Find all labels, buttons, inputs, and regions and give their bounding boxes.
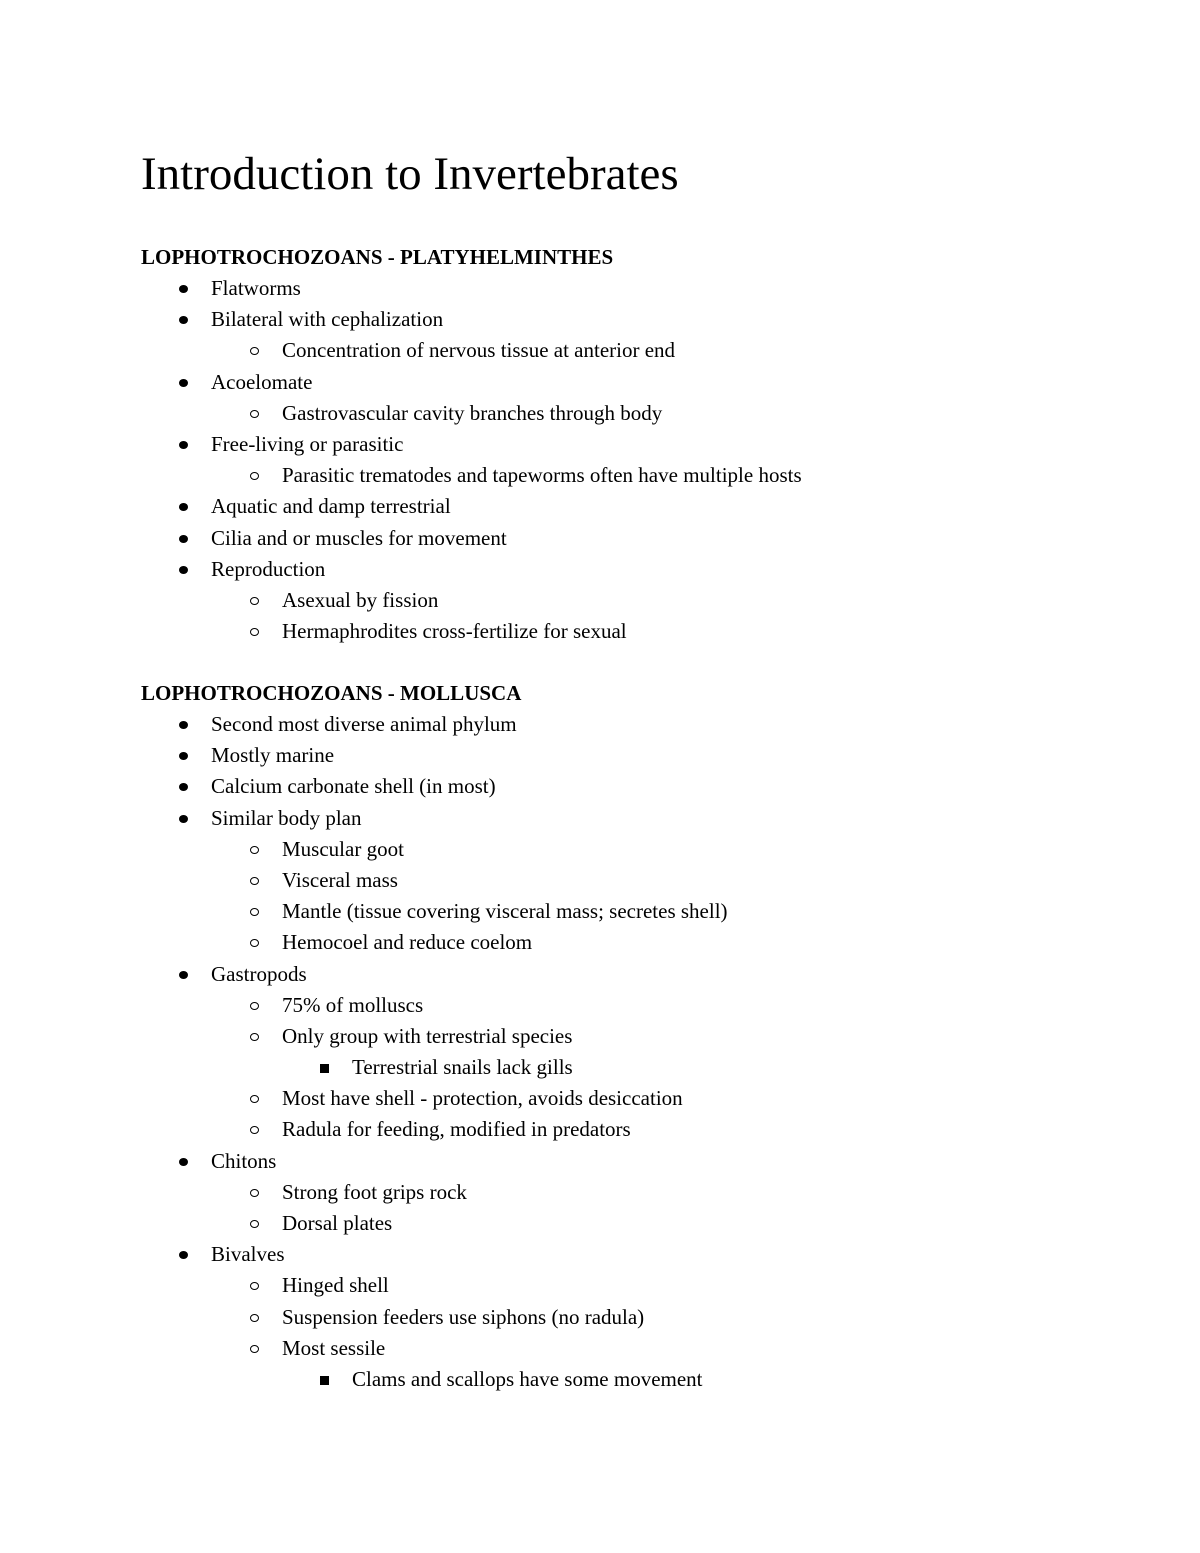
section-heading: LOPHOTROCHOZOANS - PLATYHELMINTHES — [141, 245, 614, 269]
bullet-disc-icon — [179, 503, 188, 511]
bullet-circle-icon — [250, 1002, 259, 1010]
bullet-square-icon — [320, 1064, 329, 1073]
bullet-circle-icon — [250, 472, 259, 480]
bullet-square-icon — [320, 1376, 329, 1385]
list-item-text: Parasitic trematodes and tapeworms often have multiple hosts — [282, 463, 802, 488]
list-item — [0, 896, 1200, 927]
bullet-disc-icon — [179, 815, 188, 823]
list-item-text: Suspension feeders use siphons (no radula) — [282, 1304, 645, 1329]
list-item-text: Only group with terrestrial species — [282, 1023, 573, 1048]
bullet-disc-icon — [179, 285, 188, 293]
list-item-text: Acoelomate — [211, 369, 313, 394]
list-item-text: Calcium carbonate shell (in most) — [211, 774, 496, 799]
list-item — [0, 1208, 1200, 1239]
list-item-text: Most have shell - protection, avoids desiccation — [282, 1086, 683, 1111]
list-item-text: Dorsal plates — [282, 1211, 393, 1235]
list-item-text: Muscular goot — [282, 836, 404, 861]
list-item-text: Similar body plan — [211, 805, 362, 830]
list-item — [0, 1302, 1200, 1333]
list-item — [0, 1333, 1200, 1364]
list-item-text: Terrestrial snails lack gills — [352, 1055, 573, 1080]
bullet-disc-icon — [179, 316, 188, 324]
list-item — [0, 927, 1200, 958]
list-item — [0, 460, 1200, 491]
list-item-text: Chitons — [211, 1148, 277, 1173]
bullet-disc-icon — [179, 379, 188, 387]
list-item — [0, 803, 1200, 834]
list-item — [0, 834, 1200, 865]
list-item-text: Gastrovascular cavity branches through body — [282, 400, 663, 425]
list-item — [0, 1083, 1200, 1114]
bullet-disc-icon — [179, 535, 188, 543]
list-item-text: Flatworms — [211, 276, 301, 300]
list-item-text: Cilia and or muscles for movement — [211, 525, 507, 550]
list-item-text: Hemocoel and reduce coelom — [282, 930, 533, 955]
list-item-text: Concentration of nervous tissue at anterior end — [282, 338, 676, 363]
list-item-text: Strong foot grips rock — [282, 1179, 467, 1204]
list-item — [0, 398, 1200, 429]
list-item-text: Most sessile — [282, 1335, 386, 1360]
list-item-text: Free-living or parasitic — [211, 431, 404, 456]
section-heading: LOPHOTROCHOZOANS - MOLLUSCA — [141, 681, 522, 705]
bullet-circle-icon — [250, 597, 259, 605]
list-item — [0, 1177, 1200, 1208]
list-item — [0, 1146, 1200, 1177]
bullet-disc-icon — [179, 1251, 188, 1259]
list-item-text: Bivalves — [211, 1242, 285, 1267]
bullet-disc-icon — [179, 752, 188, 760]
list-item — [0, 1364, 1200, 1395]
list-item-text: Reproduction — [211, 556, 326, 581]
bullet-circle-icon — [250, 908, 259, 916]
bullet-circle-icon — [250, 1189, 259, 1197]
list-item — [0, 959, 1200, 990]
bullet-disc-icon — [179, 783, 188, 791]
list-item — [0, 304, 1200, 335]
list-item-text: Bilateral with cephalization — [211, 307, 444, 332]
bullet-disc-icon — [179, 721, 188, 729]
bullet-circle-icon — [250, 628, 259, 636]
list-item — [0, 1270, 1200, 1301]
list-item-text: Hinged shell — [282, 1273, 389, 1298]
bullet-circle-icon — [250, 1220, 259, 1228]
bullet-circle-icon — [250, 1033, 259, 1041]
bullet-list — [0, 273, 1200, 647]
bullet-disc-icon — [179, 1158, 188, 1166]
list-item — [0, 771, 1200, 802]
list-item — [0, 1021, 1200, 1052]
list-item — [0, 367, 1200, 398]
list-item — [0, 273, 1200, 304]
bullet-circle-icon — [250, 846, 259, 854]
bullet-circle-icon — [250, 1095, 259, 1103]
list-item — [0, 335, 1200, 366]
list-item-text: Clams and scallops have some movement — [352, 1366, 703, 1391]
bullet-disc-icon — [179, 566, 188, 574]
bullet-disc-icon — [179, 971, 188, 979]
list-item — [0, 865, 1200, 896]
list-item-text: Mantle (tissue covering visceral mass; secretes shell) — [282, 899, 728, 924]
list-item — [0, 1114, 1200, 1145]
list-item-text: Visceral mass — [282, 867, 398, 892]
list-item — [0, 554, 1200, 585]
bullet-disc-icon — [179, 441, 188, 449]
list-item — [0, 616, 1200, 647]
list-item — [0, 1052, 1200, 1083]
list-item — [0, 491, 1200, 522]
bullet-circle-icon — [250, 1282, 259, 1290]
bullet-circle-icon — [250, 1314, 259, 1322]
list-item-text: Second most diverse animal phylum — [211, 712, 517, 736]
list-item-text: Radula for feeding, modified in predators — [282, 1117, 631, 1142]
bullet-circle-icon — [250, 1126, 259, 1134]
list-item-text: Gastropods — [211, 961, 307, 986]
list-item-text: Aquatic and damp terrestrial — [211, 494, 451, 519]
list-item — [0, 709, 1200, 740]
bullet-circle-icon — [250, 877, 259, 885]
list-item — [0, 523, 1200, 554]
bullet-list — [0, 709, 1200, 1395]
list-item-text: Mostly marine — [211, 743, 335, 768]
list-item — [0, 429, 1200, 460]
bullet-circle-icon — [250, 347, 259, 355]
list-item — [0, 740, 1200, 771]
list-item-text: Hermaphrodites cross-fertilize for sexual — [282, 619, 627, 644]
list-item — [0, 1239, 1200, 1270]
list-item-text: 75% of molluscs — [282, 992, 424, 1017]
list-item-text: Asexual by fission — [282, 587, 439, 612]
page-title: Introduction to Invertebrates — [141, 148, 679, 200]
bullet-circle-icon — [250, 1345, 259, 1353]
list-item — [0, 990, 1200, 1021]
list-item — [0, 585, 1200, 616]
bullet-circle-icon — [250, 410, 259, 418]
bullet-circle-icon — [250, 939, 259, 947]
